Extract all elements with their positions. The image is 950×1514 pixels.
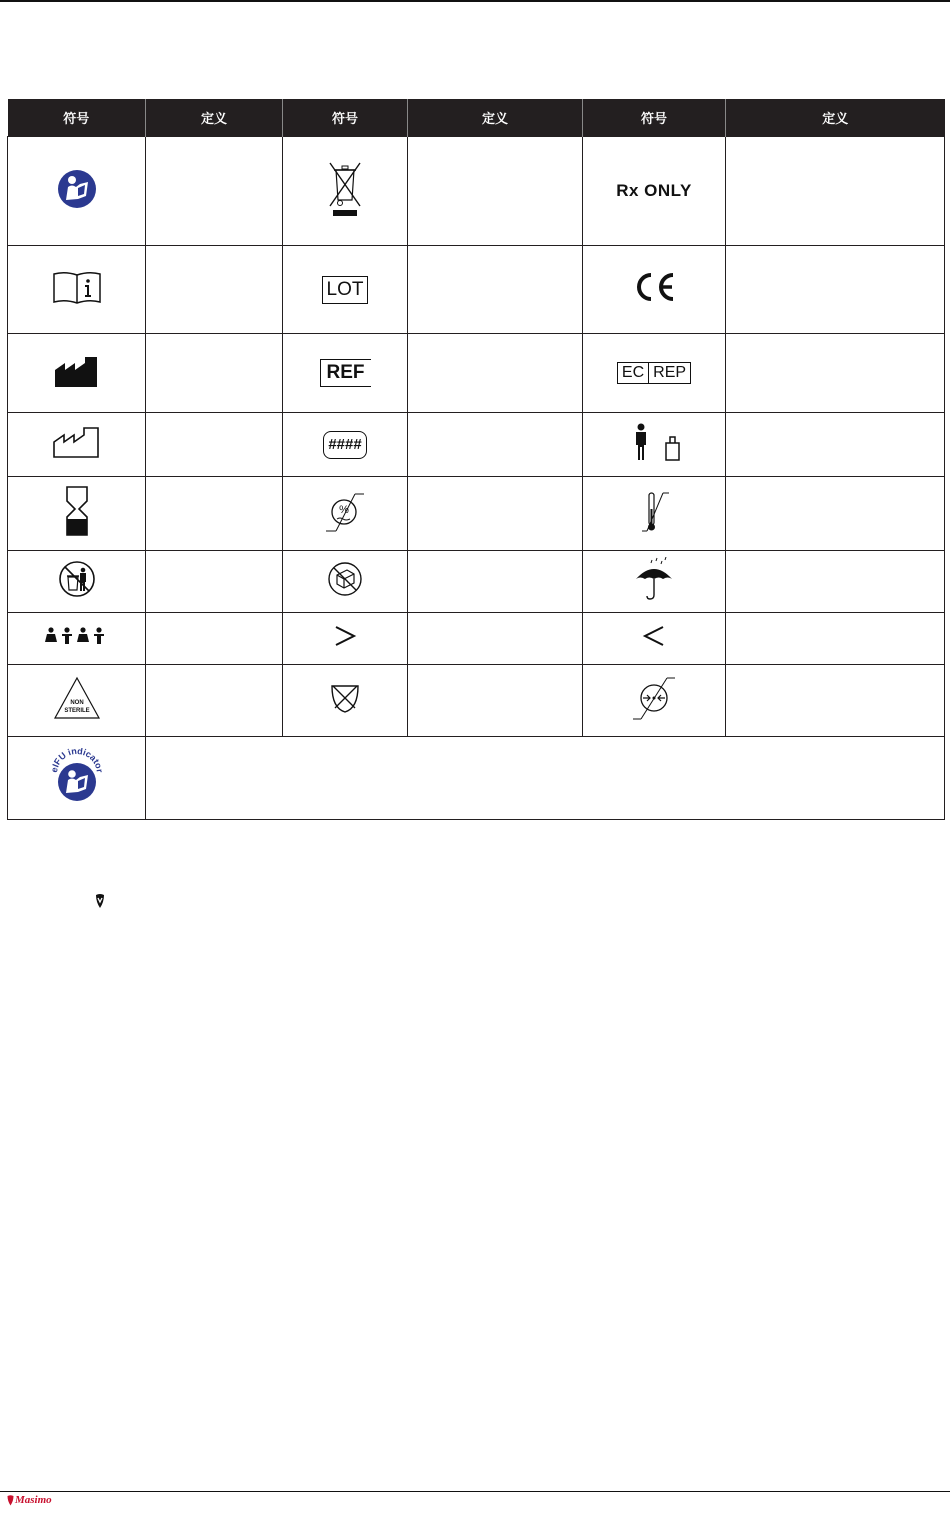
- non-sterile-triangle-icon: [53, 676, 101, 720]
- do-not-use-if-damaged-icon: [327, 561, 363, 597]
- consult-instructions-icon: [58, 170, 96, 208]
- less-than-icon: [642, 624, 666, 648]
- use-by-date-hourglass-icon: [65, 485, 89, 537]
- definition-cell: [726, 137, 945, 246]
- humidity-percent-label: %: [339, 504, 349, 516]
- non-label: NON: [69, 700, 84, 706]
- table-row: [8, 737, 945, 820]
- definition-cell: [146, 137, 283, 246]
- greater-than-icon: [333, 624, 357, 648]
- definition-cell: [146, 613, 283, 665]
- table-row: [8, 477, 945, 551]
- temperature-limitation-icon: [637, 489, 671, 533]
- definition-cell: [726, 613, 945, 665]
- no-trash-disposal-icon: [58, 560, 96, 598]
- ref-label: REF: [320, 359, 371, 387]
- definition-cell: [726, 665, 945, 737]
- symbol-cell: [283, 137, 408, 246]
- symbol-cell: [583, 137, 726, 246]
- ref-box: [320, 359, 371, 387]
- definition-cell: [726, 334, 945, 413]
- symbol-cell: [8, 551, 146, 613]
- symbol-cell: [8, 737, 146, 820]
- lot-box: LOT: [322, 276, 369, 304]
- rx-only-symbol: Rx ONLY: [616, 181, 692, 200]
- definition-cell-wide: [146, 737, 945, 820]
- definition-cell: [408, 477, 583, 551]
- symbol-cell: [283, 613, 408, 665]
- table-row: [8, 334, 945, 413]
- definition-cell: [726, 477, 945, 551]
- symbol-cell: [8, 665, 146, 737]
- definition-cell: [408, 613, 583, 665]
- footer-brand-logo: [7, 1494, 52, 1506]
- table-row: [8, 246, 945, 334]
- definition-cell: [146, 334, 283, 413]
- manufacturer-icon: [53, 354, 101, 388]
- atmospheric-pressure-limitation-icon: [631, 675, 677, 721]
- header-definition-3: 定义: [726, 99, 945, 137]
- check-mark-icon: [95, 893, 105, 914]
- definition-cell: [146, 246, 283, 334]
- keep-dry-umbrella-icon: [634, 557, 674, 601]
- definition-cell: [726, 551, 945, 613]
- header-definition-1: 定义: [146, 99, 283, 137]
- definition-cell: [726, 413, 945, 477]
- table-header-row: [8, 99, 945, 137]
- definition-cell: [408, 137, 583, 246]
- header-symbol-3: 符号: [583, 99, 726, 137]
- rep-label: REP: [653, 364, 687, 381]
- symbol-cell: [283, 665, 408, 737]
- date-of-manufacture-icon: [52, 425, 102, 459]
- symbol-cell: [283, 413, 408, 477]
- header-symbol-2: 符号: [283, 99, 408, 137]
- symbol-cell: [8, 613, 146, 665]
- symbol-cell: [8, 246, 146, 334]
- header-symbol-1: 符号: [8, 99, 146, 137]
- symbol-cell: [583, 551, 726, 613]
- not-made-with-latex-icon: [329, 682, 361, 714]
- symbol-cell: [8, 413, 146, 477]
- table-row: [8, 551, 945, 613]
- symbol-cell: [583, 334, 726, 413]
- definition-cell: [146, 665, 283, 737]
- ec-label: EC: [618, 363, 649, 383]
- humidity-limitation-icon: [324, 489, 366, 533]
- symbol-cell: [8, 137, 146, 246]
- ce-mark-icon: [631, 271, 677, 303]
- definition-cell: [408, 413, 583, 477]
- symbol-cell: [283, 477, 408, 551]
- definition-cell: [146, 477, 283, 551]
- symbol-cell: [583, 665, 726, 737]
- definition-cell: [146, 551, 283, 613]
- symbols-table: [7, 99, 945, 820]
- table-row: [8, 613, 945, 665]
- model-number-box: ####: [323, 431, 366, 459]
- table-row: [8, 137, 945, 246]
- eifu-indicator-icon: [49, 748, 105, 804]
- patient-population-icon: [45, 627, 109, 645]
- bottom-rule: [0, 1491, 950, 1492]
- header-definition-2: 定义: [408, 99, 583, 137]
- symbol-cell: [283, 334, 408, 413]
- definition-cell: [408, 665, 583, 737]
- symbol-cell: [583, 246, 726, 334]
- sterile-label: STERILE: [63, 708, 90, 714]
- definition-cell: [408, 551, 583, 613]
- table-row: [8, 665, 945, 737]
- symbol-cell: [283, 246, 408, 334]
- top-rule: [0, 0, 950, 2]
- definition-cell: [146, 413, 283, 477]
- masimo-logo-icon: [7, 1495, 14, 1506]
- manual-info-icon: [52, 270, 102, 304]
- table-row: [8, 413, 945, 477]
- definition-cell: [726, 246, 945, 334]
- eifu-indicator-label: eIFU indicator: [48, 747, 105, 773]
- symbol-cell: [8, 334, 146, 413]
- patient-weight-icon: [625, 423, 683, 461]
- ec-rep-box: [617, 362, 691, 384]
- symbol-cell: [583, 477, 726, 551]
- symbol-cell: [583, 413, 726, 477]
- symbol-cell: [283, 551, 408, 613]
- definition-cell: [408, 334, 583, 413]
- symbol-cell: [583, 613, 726, 665]
- weee-crossed-bin-icon: [327, 160, 363, 218]
- definition-cell: [408, 246, 583, 334]
- symbol-cell: [8, 477, 146, 551]
- brand-name: Masimo: [15, 1494, 52, 1506]
